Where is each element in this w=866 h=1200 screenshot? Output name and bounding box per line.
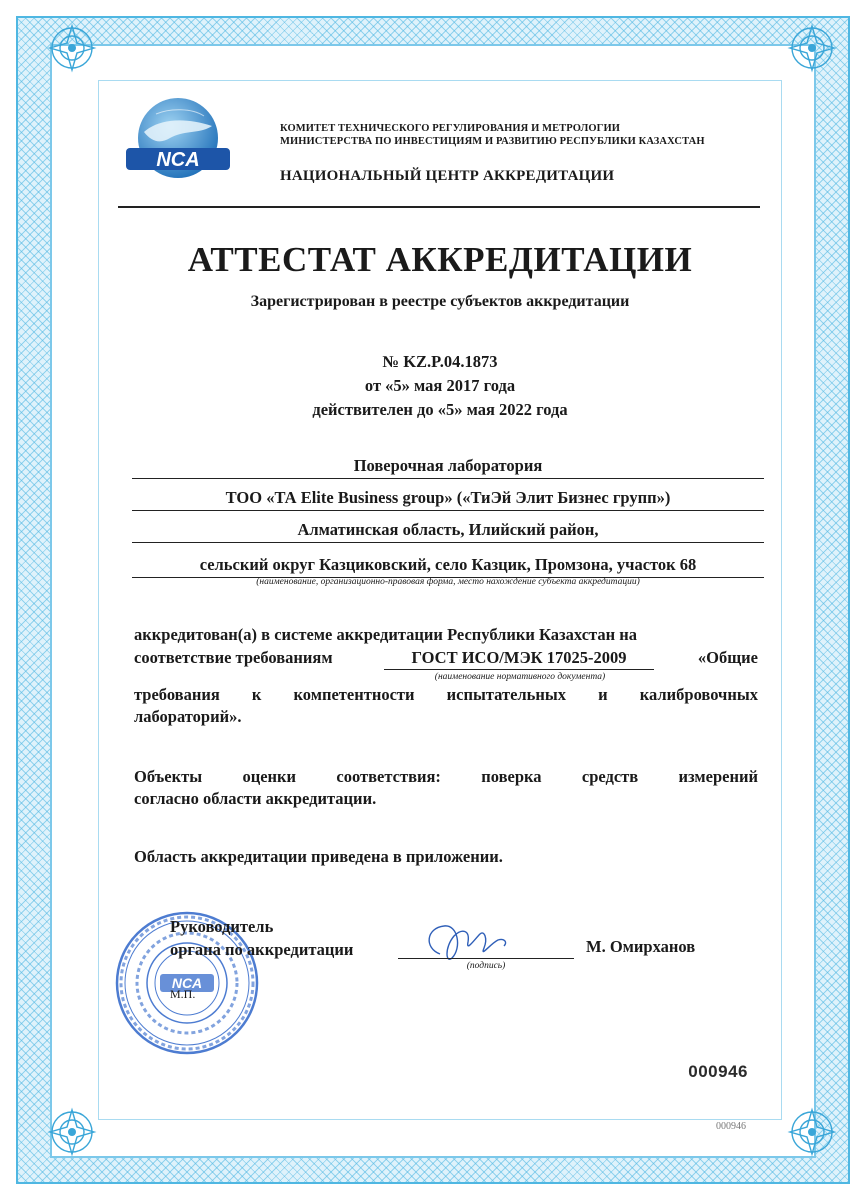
accreditation-line-1: аккредитован(а) в системе аккредитации Республики Казахстан на: [134, 625, 637, 644]
registration-number: № KZ.P.04.1873: [382, 352, 498, 371]
committee-line-1: КОМИТЕТ ТЕХНИЧЕСКОГО РЕГУЛИРОВАНИЯ И МЕТРОЛОГИИ: [280, 123, 620, 134]
scope-note: Область аккредитации приведена в приложении.: [134, 847, 503, 866]
accreditation-line-2-start: соответствие требованиям: [134, 648, 333, 667]
accreditation-continuation: [134, 684, 758, 728]
stamp-place-label: М.П.: [170, 987, 196, 1001]
header-divider: [118, 206, 760, 208]
assessment-objects-line-2: согласно области аккредитации.: [134, 789, 377, 808]
signatory-title-line-2: органа по аккредитации: [170, 940, 354, 959]
organization-address-line-1: Алматинская область, Илийский район,: [132, 520, 764, 543]
valid-until: действителен до «5» мая 2022 года: [312, 400, 568, 419]
standard-caption: (наименование нормативного документа): [434, 672, 606, 682]
logo-text: NCA: [156, 149, 200, 171]
accreditation-line-3: требования к компетентности испытательных и калибровочных: [134, 685, 758, 704]
organization-name: ТОО «ТА Elite Business group» («ТиЭй Элит Бизнес групп»): [132, 488, 764, 511]
organization-address-line-2: сельский округ Казциковский, село Казцик, Промзона, участок 68: [132, 555, 764, 578]
organization-type: Поверочная лаборатория: [132, 456, 764, 479]
serial-number-small: 000946: [716, 1121, 746, 1132]
document-subtitle: Зарегистрирован в реестре субъектов аккредитации: [250, 293, 630, 310]
accreditation-line-2-end: «Общие: [697, 648, 758, 667]
assessment-objects: [134, 766, 758, 810]
signer-name: М. Омирханов: [586, 937, 696, 956]
corner-rosette-icon: [46, 1106, 98, 1158]
standard-name: ГОСТ ИСО/МЭК 17025-2009: [384, 648, 654, 670]
corner-rosette-icon: [46, 22, 98, 74]
svg-text:NCA: NCA: [171, 975, 203, 991]
center-name: НАЦИОНАЛЬНЫЙ ЦЕНТР АККРЕДИТАЦИИ: [280, 168, 615, 184]
assessment-objects-line-1: Объекты оценки соответствия: поверка средств измерений: [134, 767, 758, 786]
committee-line-2: МИНИСТЕРСТВА ПО ИНВЕСТИЦИЯМ И РАЗВИТИЮ РЕСПУБЛИКИ КАЗАХСТАН: [280, 136, 705, 147]
signature-line: [398, 958, 574, 959]
issue-date: от «5» мая 2017 года: [364, 376, 516, 395]
corner-rosette-icon: [786, 1106, 838, 1158]
organization-caption: (наименование, организационно-правовая форма, место нахождение субъекта аккредитации): [256, 577, 640, 587]
signature-caption: (подпись): [466, 961, 506, 971]
corner-rosette-icon: [786, 22, 838, 74]
nca-logo: [122, 92, 234, 194]
document-title: АТТЕСТАТ АККРЕДИТАЦИИ: [187, 240, 693, 279]
accreditation-line-4: лабораторий».: [134, 707, 242, 726]
accreditation-standard-line: [134, 648, 758, 688]
signatory-title-line-1: Руководитель: [170, 917, 274, 936]
committee-name: [280, 122, 760, 148]
serial-number: 000946: [688, 1062, 748, 1081]
